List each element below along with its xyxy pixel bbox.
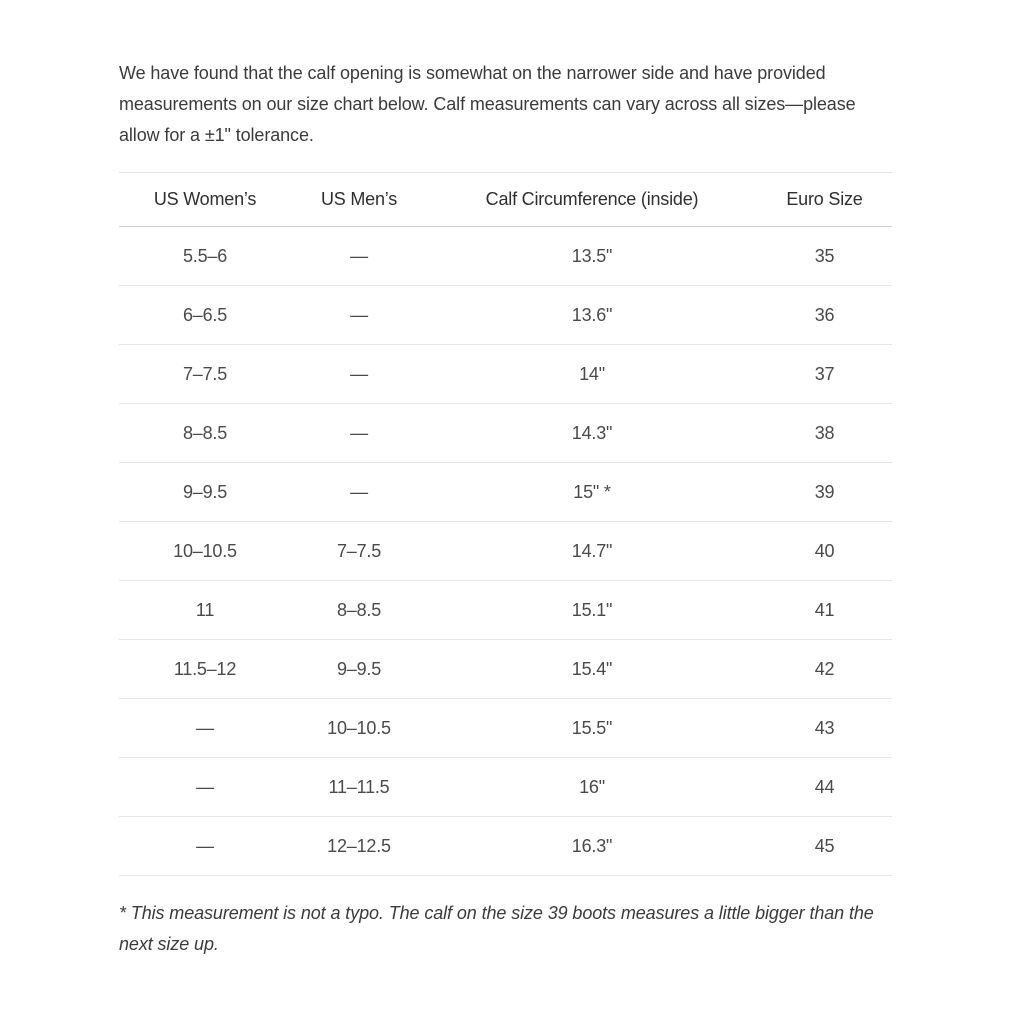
cell-us-mens: 9–9.5	[291, 640, 427, 699]
cell-euro-size: 39	[757, 463, 892, 522]
cell-euro-size: 44	[757, 758, 892, 817]
table-row	[119, 817, 892, 876]
cell-us-womens: 11.5–12	[119, 640, 291, 699]
cell-calf-circumference: 16"	[427, 758, 757, 817]
cell-calf-circumference: 13.5"	[427, 227, 757, 286]
cell-calf-circumference: 15.4"	[427, 640, 757, 699]
cell-calf-circumference: 15.5"	[427, 699, 757, 758]
cell-calf-circumference: 13.6"	[427, 286, 757, 345]
table-row	[119, 640, 892, 699]
cell-euro-size: 45	[757, 817, 892, 876]
table-header-row	[119, 173, 892, 227]
cell-us-womens: 6–6.5	[119, 286, 291, 345]
cell-euro-size: 37	[757, 345, 892, 404]
cell-euro-size: 38	[757, 404, 892, 463]
cell-calf-circumference: 14"	[427, 345, 757, 404]
table-row	[119, 227, 892, 286]
cell-us-womens: 8–8.5	[119, 404, 291, 463]
table-row	[119, 463, 892, 522]
table-row	[119, 581, 892, 640]
cell-us-mens: —	[291, 404, 427, 463]
cell-us-mens: 10–10.5	[291, 699, 427, 758]
cell-calf-circumference: 16.3"	[427, 817, 757, 876]
table-row	[119, 758, 892, 817]
cell-euro-size: 41	[757, 581, 892, 640]
cell-euro-size: 40	[757, 522, 892, 581]
cell-us-mens: —	[291, 463, 427, 522]
cell-us-mens: —	[291, 345, 427, 404]
cell-us-mens: 7–7.5	[291, 522, 427, 581]
cell-euro-size: 35	[757, 227, 892, 286]
header-calf-circumference: Calf Circumference (inside)	[427, 173, 757, 227]
cell-calf-circumference: 15.1"	[427, 581, 757, 640]
header-us-mens: US Men’s	[291, 173, 427, 227]
cell-euro-size: 42	[757, 640, 892, 699]
header-us-womens: US Women’s	[119, 173, 291, 227]
cell-us-mens: 11–11.5	[291, 758, 427, 817]
cell-calf-circumference: 15" *	[427, 463, 757, 522]
cell-us-womens: —	[119, 817, 291, 876]
header-euro-size: Euro Size	[757, 173, 892, 227]
size-chart-table	[119, 172, 892, 876]
cell-us-mens: —	[291, 286, 427, 345]
cell-us-mens: —	[291, 227, 427, 286]
cell-us-womens: —	[119, 758, 291, 817]
cell-us-womens: 10–10.5	[119, 522, 291, 581]
intro-text: We have found that the calf opening is somewhat on the narrower side and have provided measurements on our size chart below. Calf measurements can vary across all sizes—please allow for a ±1" tolerance.	[119, 63, 856, 145]
cell-us-mens: 8–8.5	[291, 581, 427, 640]
cell-us-womens: 9–9.5	[119, 463, 291, 522]
cell-calf-circumference: 14.3"	[427, 404, 757, 463]
size-chart-section	[119, 58, 892, 960]
table-row	[119, 522, 892, 581]
table-row	[119, 345, 892, 404]
table-row	[119, 699, 892, 758]
cell-us-womens: 11	[119, 581, 291, 640]
table-row	[119, 404, 892, 463]
cell-us-mens: 12–12.5	[291, 817, 427, 876]
cell-euro-size: 43	[757, 699, 892, 758]
cell-us-womens: 5.5–6	[119, 227, 291, 286]
footnote-text: * This measurement is not a typo. The calf on the size 39 boots measures a little bigger than the next size up.	[119, 903, 874, 954]
cell-us-womens: —	[119, 699, 291, 758]
table-row	[119, 286, 892, 345]
cell-calf-circumference: 14.7"	[427, 522, 757, 581]
cell-us-womens: 7–7.5	[119, 345, 291, 404]
cell-euro-size: 36	[757, 286, 892, 345]
